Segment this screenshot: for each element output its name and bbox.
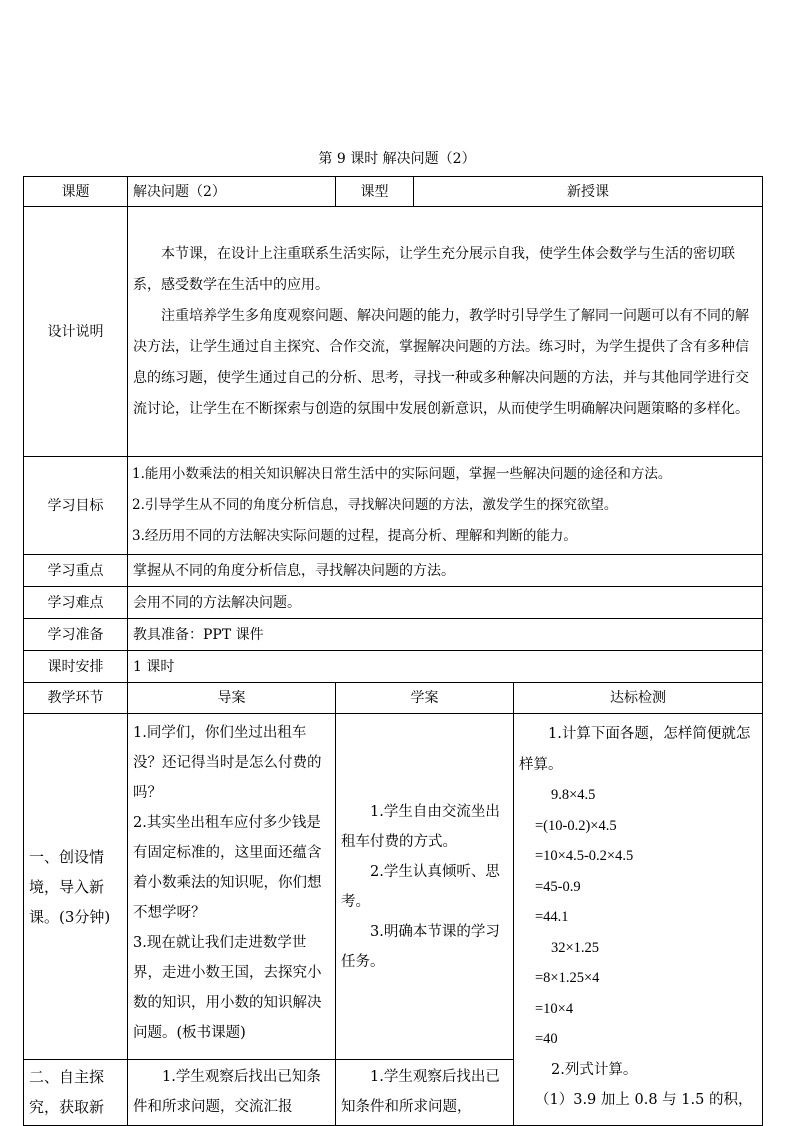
goals-content (128, 457, 763, 555)
goal-item: 3.经历用不同的方法解决实际问题的过程，提高分析、理解和判断的能力。 (132, 528, 577, 544)
stage1-name (24, 714, 128, 1060)
lesson-plan-table (23, 176, 763, 1126)
topic-label: 课题 (24, 177, 128, 207)
study-item: 3.明确本节课的学习任务。 (341, 923, 500, 970)
difficulty-row (24, 587, 763, 619)
guide-item: 3.现在就让我们走进数学世界，走进小数王国，去探究小数的知识，用小数的知识解决问题。(板书课题) (133, 935, 322, 1041)
schedule-row (24, 651, 763, 683)
goals-row (24, 457, 763, 555)
stage1-name-text: 一、创设情境，导入新课。(3分钟) (29, 847, 111, 926)
check-step: =40 (535, 1031, 558, 1047)
stage1-row (24, 714, 763, 1060)
difficulty-value: 会用不同的方法解决问题。 (128, 587, 763, 619)
column-header-row (24, 683, 763, 714)
check-column-content (514, 714, 763, 1126)
design-row (24, 207, 763, 457)
difficulty-label: 学习难点 (24, 587, 128, 619)
check-column-header: 达标检测 (514, 683, 763, 714)
design-paragraph-2: 注重培养学生多角度观察问题、解决问题的能力，教学时引导学生了解同一问题可以有不同的解决方法，让学生通过自主探究、合作交流，掌握解决问题的方法。练习时，为学生提供了含有多种信息的练习题，使学生通过自己的分析、思考，寻找一种或多种解决问题的方法，并与其他同学进行交流讨论，让学生在不断探索与创造的氛围中发展创新意识，从而使学生明确解决问题策略的多样化。 (133, 307, 749, 417)
check-expression-1: 9.8×4.5 (551, 787, 596, 803)
stage-column-header: 教学环节 (24, 683, 128, 714)
goal-item: 2.引导学生从不同的角度分析信息，寻找解决问题的方法，激发学生的探究欲望。 (132, 497, 618, 513)
check-step: =10×4 (535, 1000, 574, 1017)
lesson-type-label: 课型 (336, 177, 414, 207)
study-item: 1.学生自由交流坐出租车付费的方式。 (341, 803, 500, 850)
header-row (24, 177, 763, 207)
check-step: =44.1 (535, 909, 569, 925)
design-content (128, 207, 763, 457)
stage2-study: 1.学生观察后找出已知条件和所求问题， (336, 1060, 514, 1126)
goals-label: 学习目标 (24, 457, 128, 555)
key-point-value: 掌握从不同的角度分析信息，寻找解决问题的方法。 (128, 555, 763, 587)
key-point-label: 学习重点 (24, 555, 128, 587)
design-label: 设计说明 (24, 207, 128, 457)
study-column-header: 学案 (336, 683, 514, 714)
key-point-row (24, 555, 763, 587)
check-step: =(10-0.2)×4.5 (535, 817, 617, 834)
check-item-2-sub: （1）3.9 加上 0.8 与 1.5 的积， (535, 1092, 753, 1108)
check-intro: 1.计算下面各题，怎样简便就怎样算。 (519, 726, 751, 773)
stage1-study (336, 714, 514, 1060)
goal-item: 1.能用小数乘法的相关知识解决日常生活中的实际问题，掌握一些解决问题的途径和方法。 (132, 466, 672, 482)
guide-item: 1.同学们，你们坐过出租车没？还记得当时是怎么付费的吗？ (133, 725, 322, 801)
check-step: =10×4.5-0.2×4.5 (535, 848, 634, 864)
document-title: 第 9 课时 解决问题（2） (318, 151, 476, 167)
stage2-name: 二、自主探究，获取新 (24, 1060, 128, 1126)
schedule-label: 课时安排 (24, 651, 128, 683)
stage1-guide (128, 714, 336, 1060)
stage2-guide: 1.学生观察后找出已知条件和所求问题，交流汇报 (128, 1060, 336, 1126)
study-item: 2.学生认真倾听、思考。 (341, 863, 500, 910)
lesson-type-value: 新授课 (414, 177, 763, 207)
preparation-row (24, 619, 763, 651)
design-paragraph-1: 本节课，在设计上注重联系生活实际，让学生充分展示自我，使学生体会数学与生活的密切联系，感受数学在生活中的应用。 (133, 245, 735, 293)
preparation-label: 学习准备 (24, 619, 128, 651)
check-item-2: 2.列式计算。 (551, 1061, 638, 1078)
guide-column-header: 导案 (128, 683, 336, 714)
schedule-value: 1 课时 (128, 651, 763, 683)
check-step: =8×1.25×4 (535, 970, 600, 986)
check-step: =45-0.9 (535, 878, 581, 895)
preparation-value: 教具准备：PPT 课件 (128, 619, 763, 651)
guide-item: 2.其实坐出租车应付多少钱是有固定标准的，这里面还蕴含着小数乘法的知识呢，你们想不想学呀？ (133, 815, 322, 921)
topic-value: 解决问题（2） (128, 177, 336, 207)
check-expression-2: 32×1.25 (551, 939, 600, 956)
